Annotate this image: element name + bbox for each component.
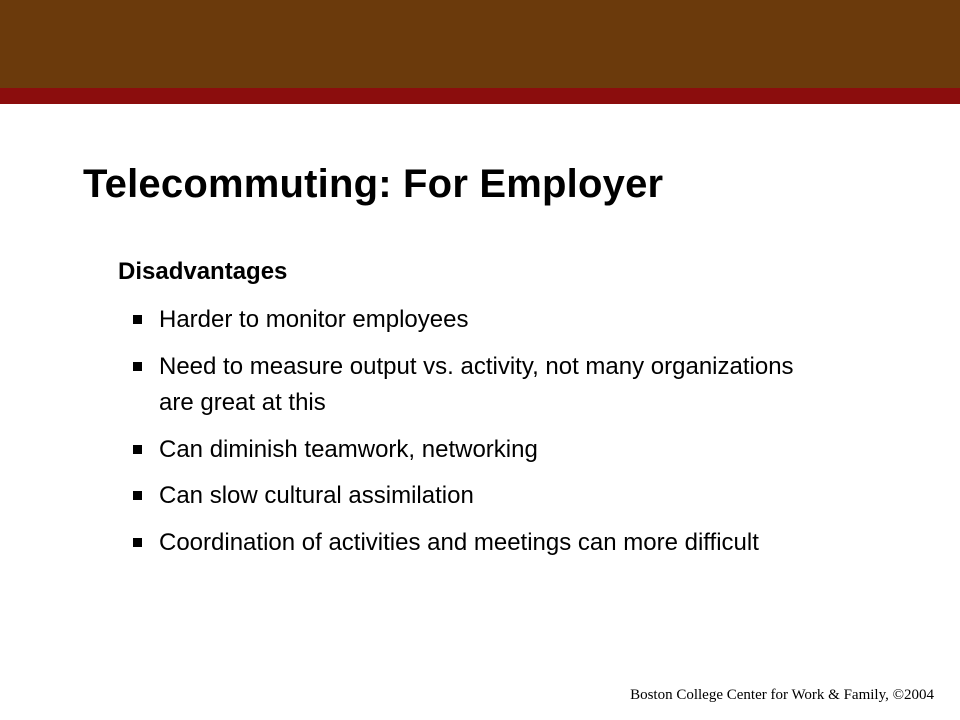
bullet-item (133, 432, 833, 468)
slide-title: Telecommuting: For Employer (83, 162, 664, 206)
header-accent-stripe (0, 88, 960, 104)
section-subheading: Disadvantages (118, 258, 288, 285)
square-bullet-icon (133, 362, 142, 371)
bullet-item (133, 525, 833, 561)
header-band (0, 0, 960, 88)
bullet-text: Can slow cultural assimilation (159, 482, 474, 509)
bullet-text: Coordination of activities and meetings can more difficult (159, 529, 759, 556)
bullet-item (133, 302, 833, 338)
square-bullet-icon (133, 445, 142, 454)
bullet-text: Can diminish teamwork, networking (159, 436, 538, 463)
square-bullet-icon (133, 538, 142, 547)
bullet-text: Need to measure output vs. activity, not many organizations are great at this (159, 353, 794, 416)
bullet-text: Harder to monitor employees (159, 306, 469, 333)
square-bullet-icon (133, 315, 142, 324)
bullet-item (133, 478, 833, 514)
footer-credit: Boston College Center for Work & Family, ©2004 (630, 687, 934, 703)
square-bullet-icon (133, 491, 142, 500)
bullet-item (133, 349, 833, 421)
